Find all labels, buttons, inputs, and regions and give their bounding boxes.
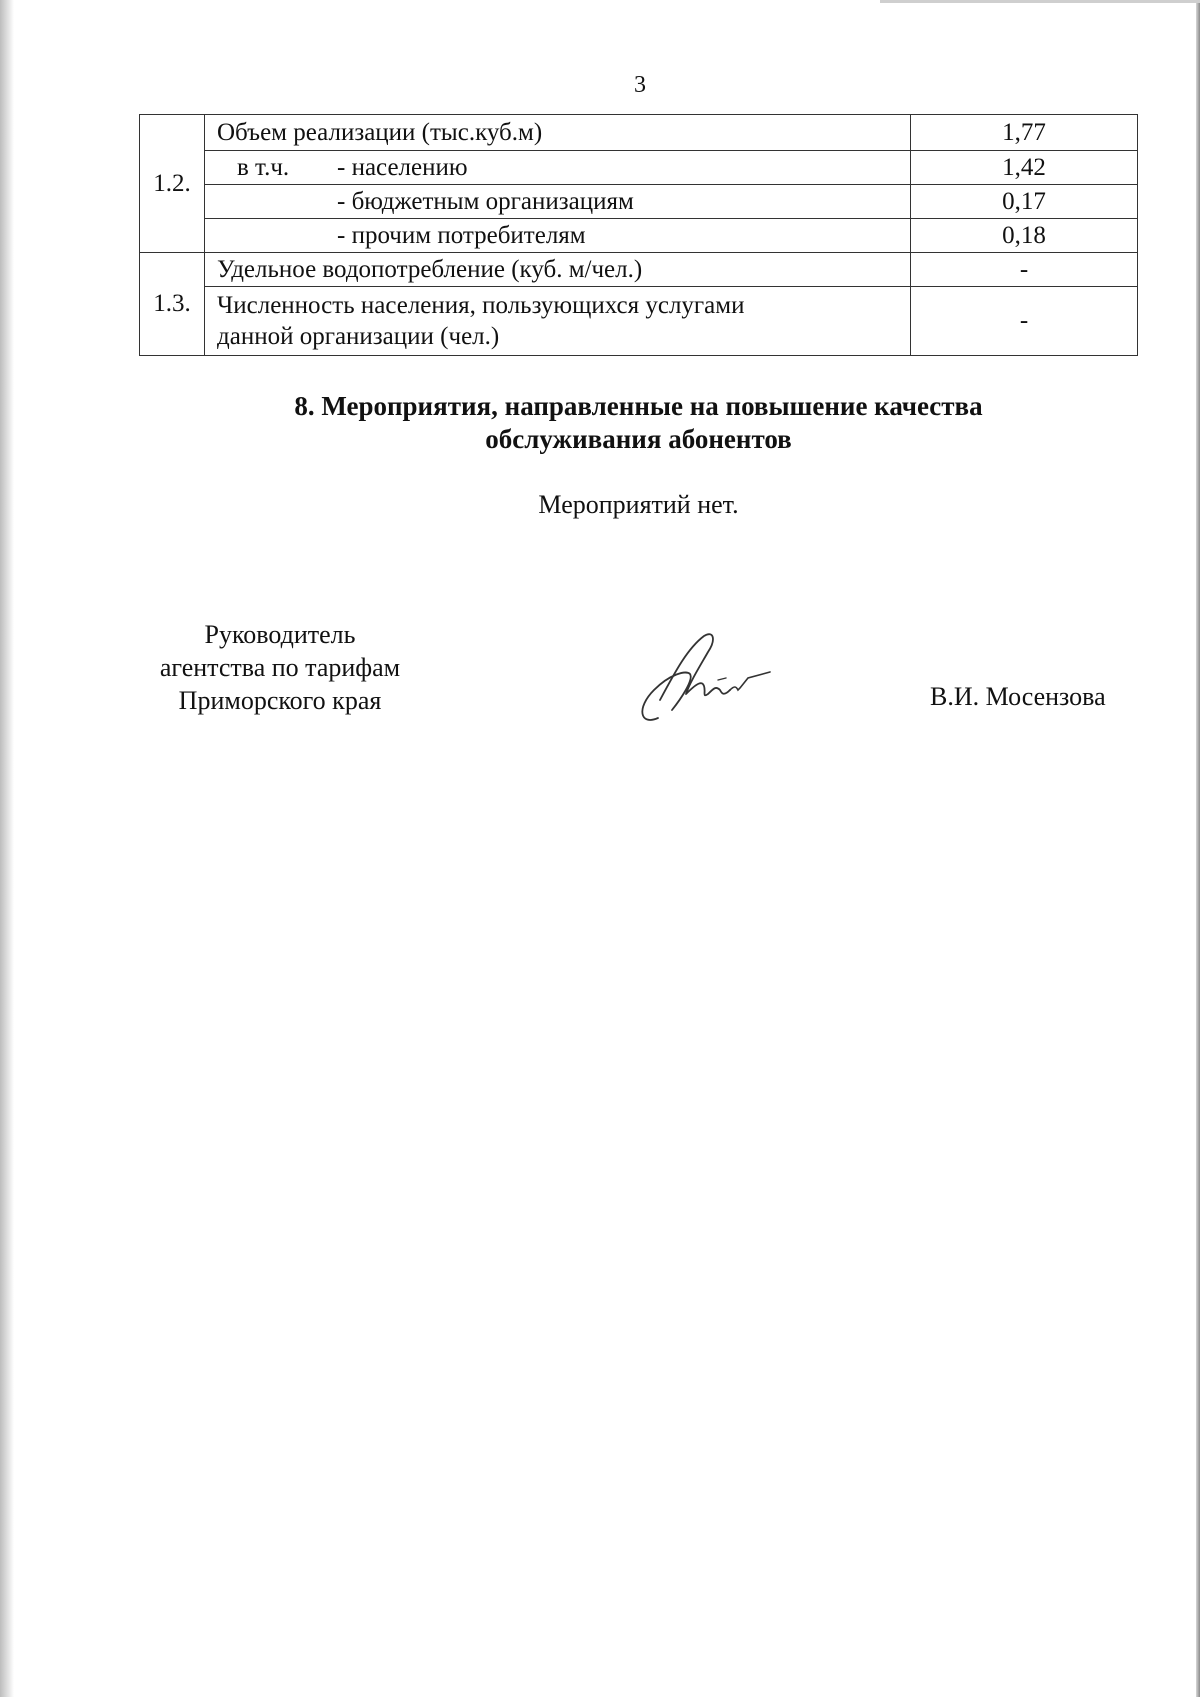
section-title [139, 390, 1138, 456]
scan-left-edge [0, 0, 14, 1697]
table-row [140, 219, 1138, 253]
row-label-line: данной организации (чел.) [217, 323, 500, 350]
row-value: - [911, 287, 1138, 356]
row-value: 1,42 [911, 151, 1138, 185]
row-prefix: в т.ч. [237, 153, 290, 181]
section-title-line: 8. Мероприятия, направленные на повышение качества [294, 391, 983, 421]
signer-position-line: Руководитель [204, 620, 356, 649]
row-label-text: - бюджетным организациям [337, 187, 634, 215]
table-row [140, 185, 1138, 219]
handwritten-signature [636, 630, 776, 730]
row-value: - [911, 253, 1138, 287]
row-label-line: Численность населения, пользующихся услугами [217, 292, 745, 319]
row-value: 1,77 [911, 115, 1138, 151]
row-value: 0,17 [911, 185, 1138, 219]
signer-position [130, 618, 430, 717]
row-label [205, 287, 911, 356]
section-body: Мероприятий нет. [538, 490, 739, 519]
row-label-text: - прочим потребителям [337, 221, 586, 249]
row-label [205, 115, 911, 151]
row-label [205, 185, 911, 219]
row-label-text: - населению [337, 153, 468, 181]
row-label [205, 151, 911, 185]
row-label [205, 219, 911, 253]
table-row [140, 287, 1138, 356]
signer-position-line: Приморского края [178, 686, 382, 715]
table-row [140, 115, 1138, 151]
scan-top-edge [880, 0, 1200, 3]
section-title-line: обслуживания абонентов [485, 424, 792, 454]
row-label: Удельное водопотребление (куб. м/чел.) [205, 253, 911, 287]
table-row [140, 253, 1138, 287]
indicators-table [139, 114, 1138, 356]
page-number: 3 [634, 72, 646, 98]
row-number-cell: 1.3. [140, 253, 205, 356]
row-number-cell: 1.2. [140, 115, 205, 253]
signer-position-line: агентства по тарифам [159, 653, 401, 682]
row-label-text: Объем реализации (тыс.куб.м) [217, 118, 543, 146]
scan-right-edge [1196, 0, 1200, 1697]
table-row [140, 151, 1138, 185]
signer-name: В.И. Мосензова [930, 682, 1106, 711]
row-value: 0,18 [911, 219, 1138, 253]
